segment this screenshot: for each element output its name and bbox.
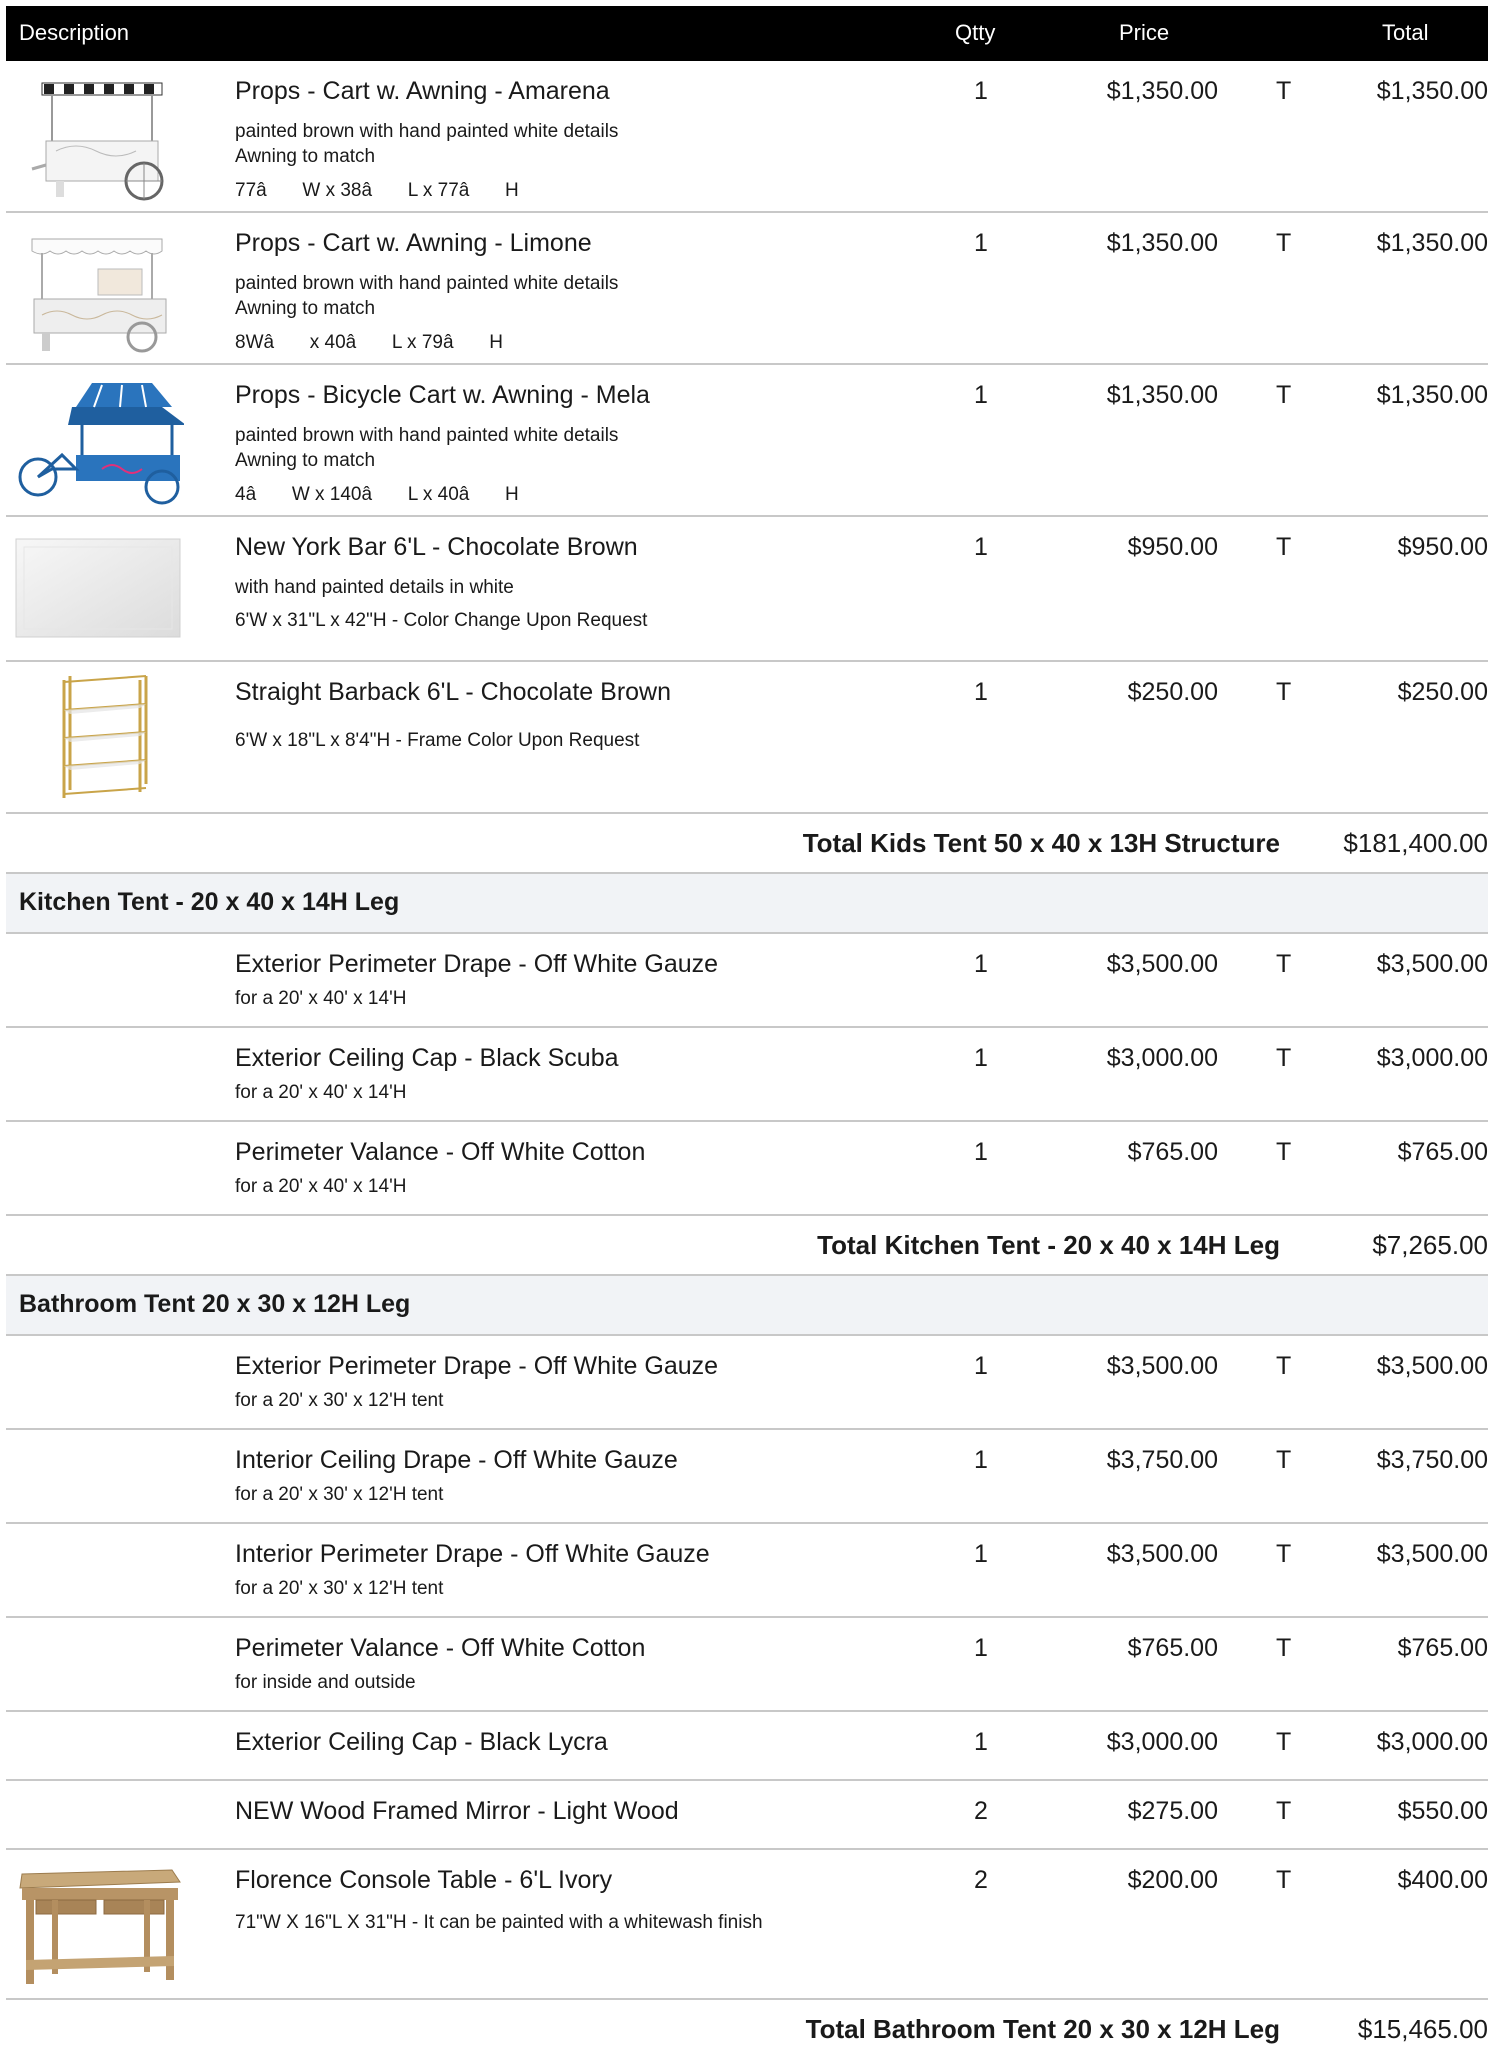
item-qty: 1 — [974, 1044, 988, 1072]
table-row — [6, 1850, 1488, 2000]
item-price: $765.00 — [1127, 1634, 1218, 1662]
item-price: $3,000.00 — [1106, 1044, 1218, 1072]
item-tax: T — [1276, 381, 1292, 409]
item-detail: for a 20' x 30' x 12'H tent — [235, 1390, 444, 1411]
item-tax: T — [1276, 1634, 1292, 1662]
bar-image — [12, 535, 184, 641]
console-table-image — [12, 1864, 184, 1988]
item-name: Florence Console Table - 6'L Ivory — [235, 1866, 613, 1894]
table-row — [6, 1712, 1488, 1781]
item-price: $3,000.00 — [1106, 1728, 1218, 1756]
subtotal-label: Total Bathroom Tent 20 x 30 x 12H Leg — [805, 2014, 1280, 2044]
item-total: $1,350.00 — [1376, 229, 1488, 257]
table-row — [6, 213, 1488, 365]
item-price: $200.00 — [1127, 1866, 1218, 1894]
item-price: $950.00 — [1127, 533, 1218, 561]
item-dimensions: 77â W x 38â L x 77â H — [235, 180, 519, 201]
item-detail: for a 20' x 30' x 12'H tent — [235, 1578, 444, 1599]
item-qty: 2 — [974, 1866, 988, 1894]
item-tax: T — [1276, 1797, 1292, 1825]
section-header — [6, 874, 1488, 934]
item-dimensions: 71"W X 16"L X 31"H - It can be painted with a whitewash finish — [235, 1912, 763, 1933]
item-dimensions: 8Wâ x 40â L x 79â H — [235, 332, 503, 353]
col-price: Price — [1119, 20, 1170, 45]
item-price: $3,500.00 — [1106, 1352, 1218, 1380]
subtotal-row — [6, 2000, 1488, 2058]
item-detail: Awning to match — [235, 450, 376, 471]
item-name: Interior Ceiling Drape - Off White Gauze — [235, 1446, 678, 1474]
subtotal-label: Total Kids Tent 50 x 40 x 13H Structure — [802, 828, 1280, 858]
item-name: Perimeter Valance - Off White Cotton — [235, 1634, 646, 1662]
item-name: Perimeter Valance - Off White Cotton — [235, 1138, 646, 1166]
item-qty: 1 — [974, 381, 988, 409]
item-qty: 1 — [974, 1138, 988, 1166]
table-row — [6, 1781, 1488, 1850]
item-total: $3,000.00 — [1376, 1044, 1488, 1072]
item-detail: painted brown with hand painted white details — [235, 273, 619, 294]
table-row — [6, 1430, 1488, 1524]
item-tax: T — [1276, 1044, 1292, 1072]
cart-awning-amarena-image — [12, 73, 184, 203]
subtotal-row — [6, 1216, 1488, 1276]
item-detail: for a 20' x 40' x 14'H — [235, 1176, 407, 1197]
item-qty: 1 — [974, 1728, 988, 1756]
item-detail: with hand painted details in white — [235, 577, 514, 598]
table-row — [6, 1122, 1488, 1216]
item-detail: for inside and outside — [235, 1672, 416, 1693]
item-detail: Awning to match — [235, 146, 376, 167]
item-tax: T — [1276, 678, 1292, 706]
item-name: Props - Cart w. Awning - Amarena — [235, 77, 610, 105]
item-price: $1,350.00 — [1106, 229, 1218, 257]
item-price: $1,350.00 — [1106, 381, 1218, 409]
table-row — [6, 662, 1488, 814]
item-name: Exterior Perimeter Drape - Off White Gauze — [235, 950, 719, 978]
table-row — [6, 934, 1488, 1028]
col-total: Total — [1382, 20, 1429, 45]
item-total: $3,500.00 — [1376, 1540, 1488, 1568]
item-total: $550.00 — [1397, 1797, 1488, 1825]
cart-awning-limone-image — [12, 225, 184, 355]
item-detail: for a 20' x 40' x 14'H — [235, 988, 407, 1009]
table-row — [6, 1336, 1488, 1430]
item-qty: 1 — [974, 1352, 988, 1380]
item-total: $3,000.00 — [1376, 1728, 1488, 1756]
subtotal-amount: $15,465.00 — [1357, 2014, 1488, 2044]
item-qty: 1 — [974, 1634, 988, 1662]
item-total: $400.00 — [1397, 1866, 1488, 1894]
item-qty: 1 — [974, 1540, 988, 1568]
table-row — [6, 1618, 1488, 1712]
item-tax: T — [1276, 1540, 1292, 1568]
item-detail: painted brown with hand painted white details — [235, 425, 619, 446]
item-name: Straight Barback 6'L - Chocolate Brown — [235, 678, 672, 706]
item-dimensions: 6'W x 18"L x 8'4"H - Frame Color Upon Request — [235, 730, 640, 751]
item-dimensions: 6'W x 31"L x 42"H - Color Change Upon Request — [235, 610, 648, 631]
item-total: $3,500.00 — [1376, 950, 1488, 978]
subtotal-row — [6, 814, 1488, 874]
item-tax: T — [1276, 77, 1292, 105]
item-total: $3,750.00 — [1376, 1446, 1488, 1474]
item-price: $1,350.00 — [1106, 77, 1218, 105]
item-qty: 1 — [974, 77, 988, 105]
table-row — [6, 61, 1488, 213]
item-price: $250.00 — [1127, 678, 1218, 706]
item-name: Interior Perimeter Drape - Off White Gauze — [235, 1540, 710, 1568]
item-tax: T — [1276, 950, 1292, 978]
item-name: NEW Wood Framed Mirror - Light Wood — [235, 1797, 679, 1825]
item-price: $3,500.00 — [1106, 950, 1218, 978]
quote-sheet — [6, 6, 1488, 2058]
item-name: Exterior Ceiling Cap - Black Scuba — [235, 1044, 619, 1072]
item-tax: T — [1276, 1866, 1292, 1894]
item-name: New York Bar 6'L - Chocolate Brown — [235, 533, 638, 561]
section-title: Kitchen Tent - 20 x 40 x 14H Leg — [19, 888, 400, 916]
barback-image — [12, 674, 184, 804]
item-total: $950.00 — [1397, 533, 1488, 561]
subtotal-amount: $181,400.00 — [1343, 828, 1488, 858]
item-tax: T — [1276, 1138, 1292, 1166]
col-qty: Qtty — [955, 20, 996, 45]
table-header — [6, 6, 1488, 61]
item-total: $1,350.00 — [1376, 77, 1488, 105]
item-tax: T — [1276, 1446, 1292, 1474]
table-row — [6, 517, 1488, 662]
item-price: $3,500.00 — [1106, 1540, 1218, 1568]
table-row — [6, 1028, 1488, 1122]
item-price: $765.00 — [1127, 1138, 1218, 1166]
section-header — [6, 1276, 1488, 1336]
item-qty: 1 — [974, 1446, 988, 1474]
item-tax: T — [1276, 1352, 1292, 1380]
item-name: Exterior Ceiling Cap - Black Lycra — [235, 1728, 608, 1756]
item-qty: 1 — [974, 950, 988, 978]
item-total: $250.00 — [1397, 678, 1488, 706]
section-title: Bathroom Tent 20 x 30 x 12H Leg — [19, 1290, 411, 1318]
item-price: $275.00 — [1127, 1797, 1218, 1825]
col-description: Description — [19, 20, 130, 45]
item-detail: painted brown with hand painted white details — [235, 121, 619, 142]
item-tax: T — [1276, 1728, 1292, 1756]
item-dimensions: 4â W x 140â L x 40â H — [235, 484, 519, 505]
item-tax: T — [1276, 229, 1292, 257]
item-tax: T — [1276, 533, 1292, 561]
bicycle-cart-mela-image — [12, 377, 184, 507]
item-total: $1,350.00 — [1376, 381, 1488, 409]
subtotal-amount: $7,265.00 — [1372, 1230, 1488, 1260]
item-detail: for a 20' x 30' x 12'H tent — [235, 1484, 444, 1505]
item-name: Props - Cart w. Awning - Limone — [235, 229, 592, 257]
table-row — [6, 365, 1488, 517]
item-total: $765.00 — [1397, 1138, 1488, 1166]
table-row — [6, 1524, 1488, 1618]
item-qty: 1 — [974, 533, 988, 561]
item-qty: 1 — [974, 678, 988, 706]
item-total: $3,500.00 — [1376, 1352, 1488, 1380]
item-name: Exterior Perimeter Drape - Off White Gauze — [235, 1352, 719, 1380]
item-total: $765.00 — [1397, 1634, 1488, 1662]
item-detail: for a 20' x 40' x 14'H — [235, 1082, 407, 1103]
item-name: Props - Bicycle Cart w. Awning - Mela — [235, 381, 650, 409]
subtotal-label: Total Kitchen Tent - 20 x 40 x 14H Leg — [817, 1230, 1280, 1260]
item-qty: 1 — [974, 229, 988, 257]
item-detail: Awning to match — [235, 298, 376, 319]
item-qty: 2 — [974, 1797, 988, 1825]
item-price: $3,750.00 — [1106, 1446, 1218, 1474]
